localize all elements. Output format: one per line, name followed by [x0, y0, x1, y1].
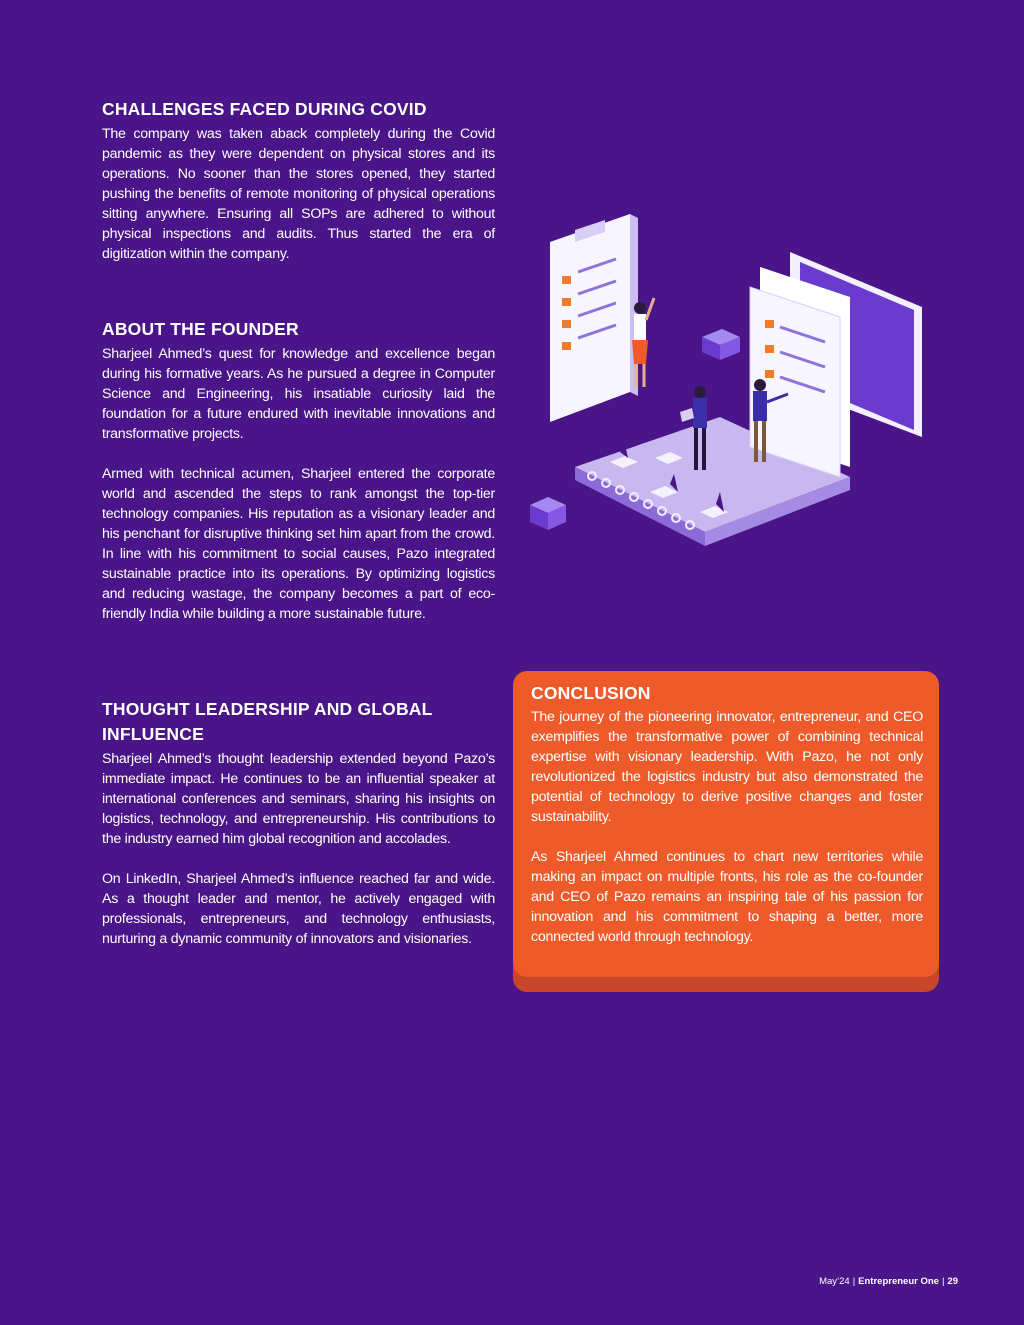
thought-leadership-heading: THOUGHT LEADERSHIP AND GLOBAL INFLUENCE: [102, 699, 433, 744]
conclusion-heading: CONCLUSION: [531, 683, 651, 703]
footer-issue: May’24: [819, 1276, 850, 1287]
conclusion-paragraph: The journey of the pioneering innovator, entrepreneur, and CEO exemplifies the transformative power of combining technical expertise with visionary leadership. With Pazo, he not only revolutionized the logistics industry but also demonstrated the potential of technology to derive positive changes and foster sustainability.: [531, 709, 923, 825]
conclusion-card: [513, 671, 939, 977]
digitization-checklist-illustration-icon: [520, 212, 940, 562]
page-footer: [819, 1276, 958, 1287]
founder-heading: ABOUT THE FOUNDER: [102, 319, 299, 339]
founder-paragraph: Armed with technical acumen, Sharjeel entered the corporate world and ascended the steps to rank amongst the top-tier technology companies. His reputation as a visionary leader and his penchant for disruptive thinking set him apart from the crowd. In line with his commitment to social causes, Pazo integrated sustainable practice into its operations. By optimizing logistics and reducing wastage, the company becomes a part of eco-friendly India while building a more sustainable future.: [102, 466, 495, 622]
footer-separator: |: [941, 1276, 945, 1287]
conclusion-paragraph: As Sharjeel Ahmed continues to chart new territories while making an impact on multiple fronts, his role as the co-founder and CEO of Pazo remains an inspiring tale of his passion for innovation and his commitment to shaping a better, more connected world through technology.: [531, 849, 923, 945]
thought-leadership-section: [102, 697, 495, 949]
challenges-paragraph: The company was taken aback completely during the Covid pandemic as they were dependent on physical stores and its operations. No sooner than the stores opened, they started pushing the benefits of remote monitoring of physical operations sitting anywhere. Ensuring all SOPs are adhered to without physical inspections and audits. Thus started the era of digitization within the company.: [102, 126, 495, 262]
founder-section: [102, 317, 495, 624]
challenges-section: [102, 97, 495, 264]
thought-leadership-paragraph: Sharjeel Ahmed’s thought leadership extended beyond Pazo’s immediate impact. He continues to be an influential speaker at international conferences and seminars, sharing his insights on logistics, technology, and entrepreneurship. His contributions to the industry earned him global recognition and accolades.: [102, 751, 495, 847]
challenges-heading: CHALLENGES FACED DURING COVID: [102, 99, 427, 119]
founder-paragraph: Sharjeel Ahmed’s quest for knowledge and excellence began during his formative years. As he pursued a degree in Computer Science and Engineering, his insatiable curiosity laid the foundation for a future endured with inevitable innovations and transformative projects.: [102, 346, 495, 442]
footer-page-number: 29: [947, 1276, 958, 1287]
footer-separator: |: [852, 1276, 856, 1287]
footer-magazine: Entrepreneur One: [858, 1276, 939, 1287]
thought-leadership-paragraph: On LinkedIn, Sharjeel Ahmed’s influence reached far and wide. As a thought leader and mentor, he actively engaged with professionals, entrepreneurs, and technology enthusiasts, nurturing a dynamic community of innovators and visionaries.: [102, 871, 495, 947]
